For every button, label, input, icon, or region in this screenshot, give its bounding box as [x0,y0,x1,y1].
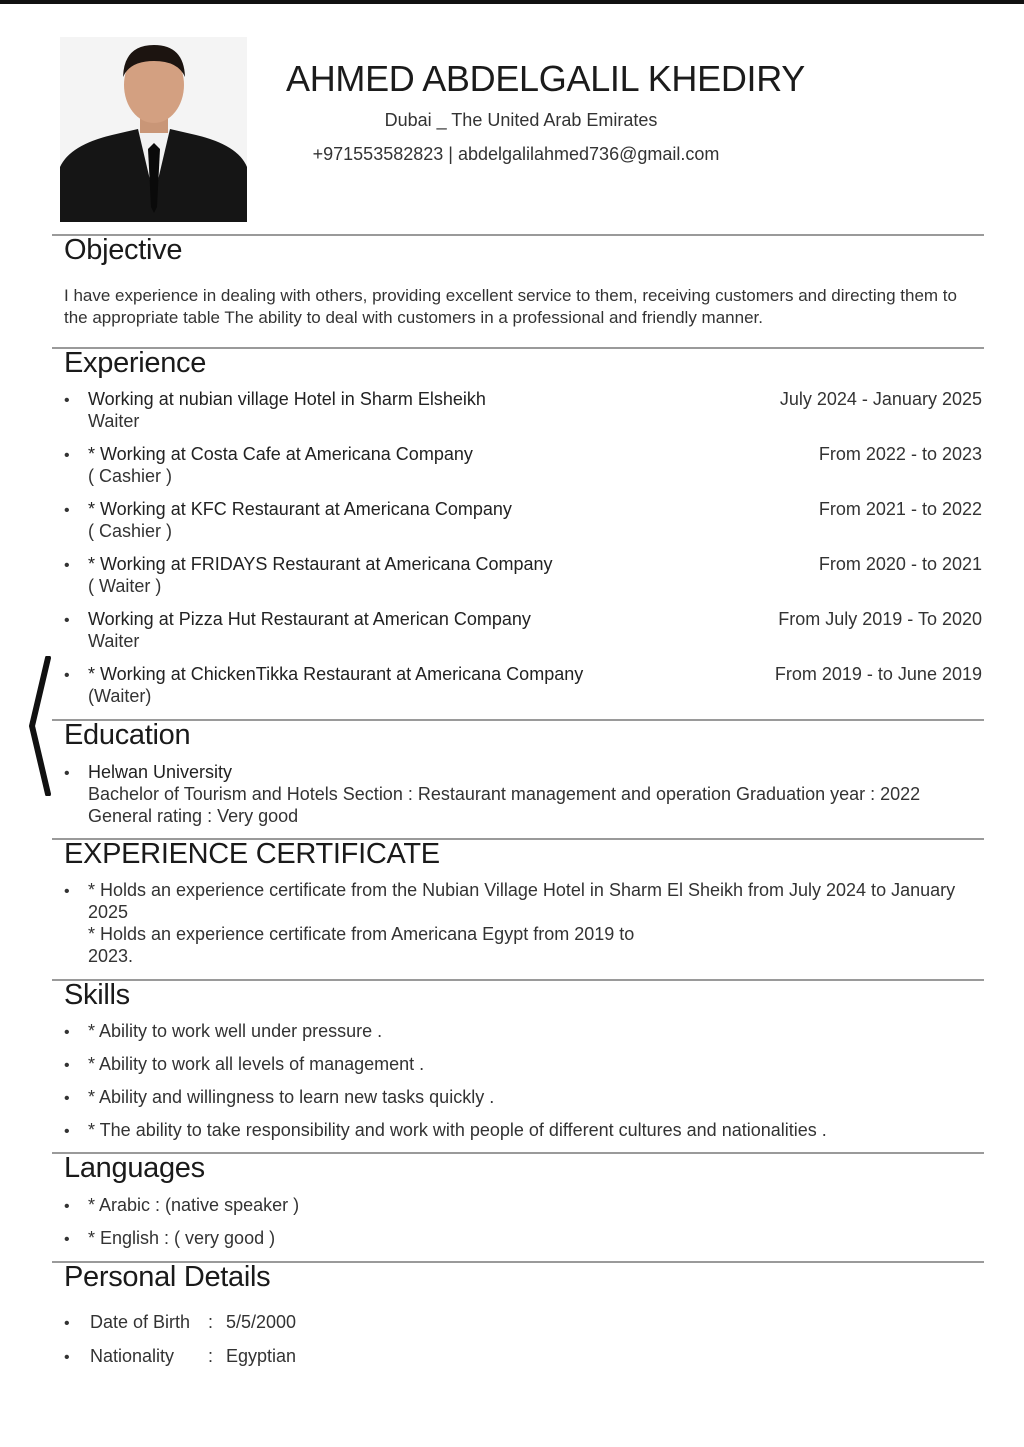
certificate-heading: EXPERIENCE CERTIFICATE [64,838,440,870]
top-bar [0,0,1024,4]
personal-heading: Personal Details [64,1261,271,1293]
bullet: • [64,1123,70,1140]
job-role: ( Cashier ) [88,521,173,541]
bullet: • [64,1315,70,1332]
skill-item: * The ability to take responsibility and work with people of different cultures and nationalities . [88,1120,827,1140]
contact-info: +971553582823 | abdelgalilahmed736@gmail.com [312,144,720,164]
job-role: Waiter [88,411,140,431]
bullet: • [64,1231,70,1248]
bullet: • [64,667,70,684]
job-role: ( Cashier ) [88,466,173,486]
job-dates: From 2019 - to June 2019 [774,664,982,684]
job-title: Working at nubian village Hotel in Sharm Elsheikh [88,389,486,409]
profile-photo [60,37,247,222]
job-dates: From 2020 - to 2021 [818,554,982,574]
dob-label: Date of Birth [90,1312,191,1332]
bullet: • [64,557,70,574]
job-role: (Waiter) [88,686,152,706]
bullet: • [64,1090,70,1107]
bullet: • [64,883,70,900]
section-divider [52,719,984,721]
bullet: • [64,392,70,409]
separator: : [208,1312,214,1332]
skill-item: * Ability to work well under pressure . [88,1021,383,1041]
job-title: * Working at Costa Cafe at Americana Company [88,444,473,464]
job-role: Waiter [88,631,140,651]
skill-item: * Ability to work all levels of management . [88,1054,425,1074]
certificate-line: 2023. [88,946,134,966]
job-dates: July 2024 - January 2025 [779,389,982,409]
bullet: • [64,1349,70,1366]
degree: Bachelor of Tourism and Hotels Section : Restaurant management and operation Graduation year : 2022 [88,784,921,804]
objective-heading: Objective [64,234,183,266]
dob-value: 5/5/2000 [226,1312,297,1332]
certificate-line: 2025 [88,902,129,922]
language-item: * Arabic : (native speaker ) [88,1195,300,1215]
job-dates: From 2022 - to 2023 [818,444,982,464]
nationality-value: Egyptian [226,1346,297,1366]
job-title: * Working at KFC Restaurant at Americana Company [88,499,512,519]
languages-heading: Languages [64,1152,205,1184]
bullet: • [64,612,70,629]
section-divider [52,234,984,236]
job-title: * Working at FRIDAYS Restaurant at Americana Company [88,554,553,574]
job-title: * Working at ChickenTikka Restaurant at Americana Company [88,664,584,684]
rating: General rating : Very good [88,806,299,826]
language-item: * English : ( very good ) [88,1228,276,1248]
certificate-line: * Holds an experience certificate from Americana Egypt from 2019 to [88,924,635,944]
back-chevron-icon[interactable] [26,656,54,796]
bullet: • [64,447,70,464]
nationality-label: Nationality [90,1346,175,1366]
education-heading: Education [64,719,191,751]
location: Dubai _ The United Arab Emirates [384,110,658,130]
job-role: ( Waiter ) [88,576,162,596]
separator: : [208,1346,214,1366]
bullet: • [64,1057,70,1074]
job-title: Working at Pizza Hut Restaurant at American Company [88,609,531,629]
section-divider [52,979,984,981]
experience-heading: Experience [64,347,207,379]
bullet: • [64,1198,70,1215]
school-name: Helwan University [88,762,233,782]
skill-item: * Ability and willingness to learn new tasks quickly . [88,1087,495,1107]
bullet: • [64,1024,70,1041]
skills-heading: Skills [64,979,130,1011]
job-dates: From 2021 - to 2022 [818,499,982,519]
objective-text: I have experience in dealing with others, providing excellent service to them, receiving customers and directing them to the appropriate table The ability to deal with customers in a professional and friendly manner. [64,286,957,327]
job-dates: From July 2019 - To 2020 [778,609,982,629]
bullet: • [64,502,70,519]
bullet: • [64,765,70,782]
certificate-line: * Holds an experience certificate from the Nubian Village Hotel in Sharm El Sheikh from July 2024 to January [88,880,956,900]
candidate-name: AHMED ABDELGALIL KHEDIRY [286,58,805,99]
